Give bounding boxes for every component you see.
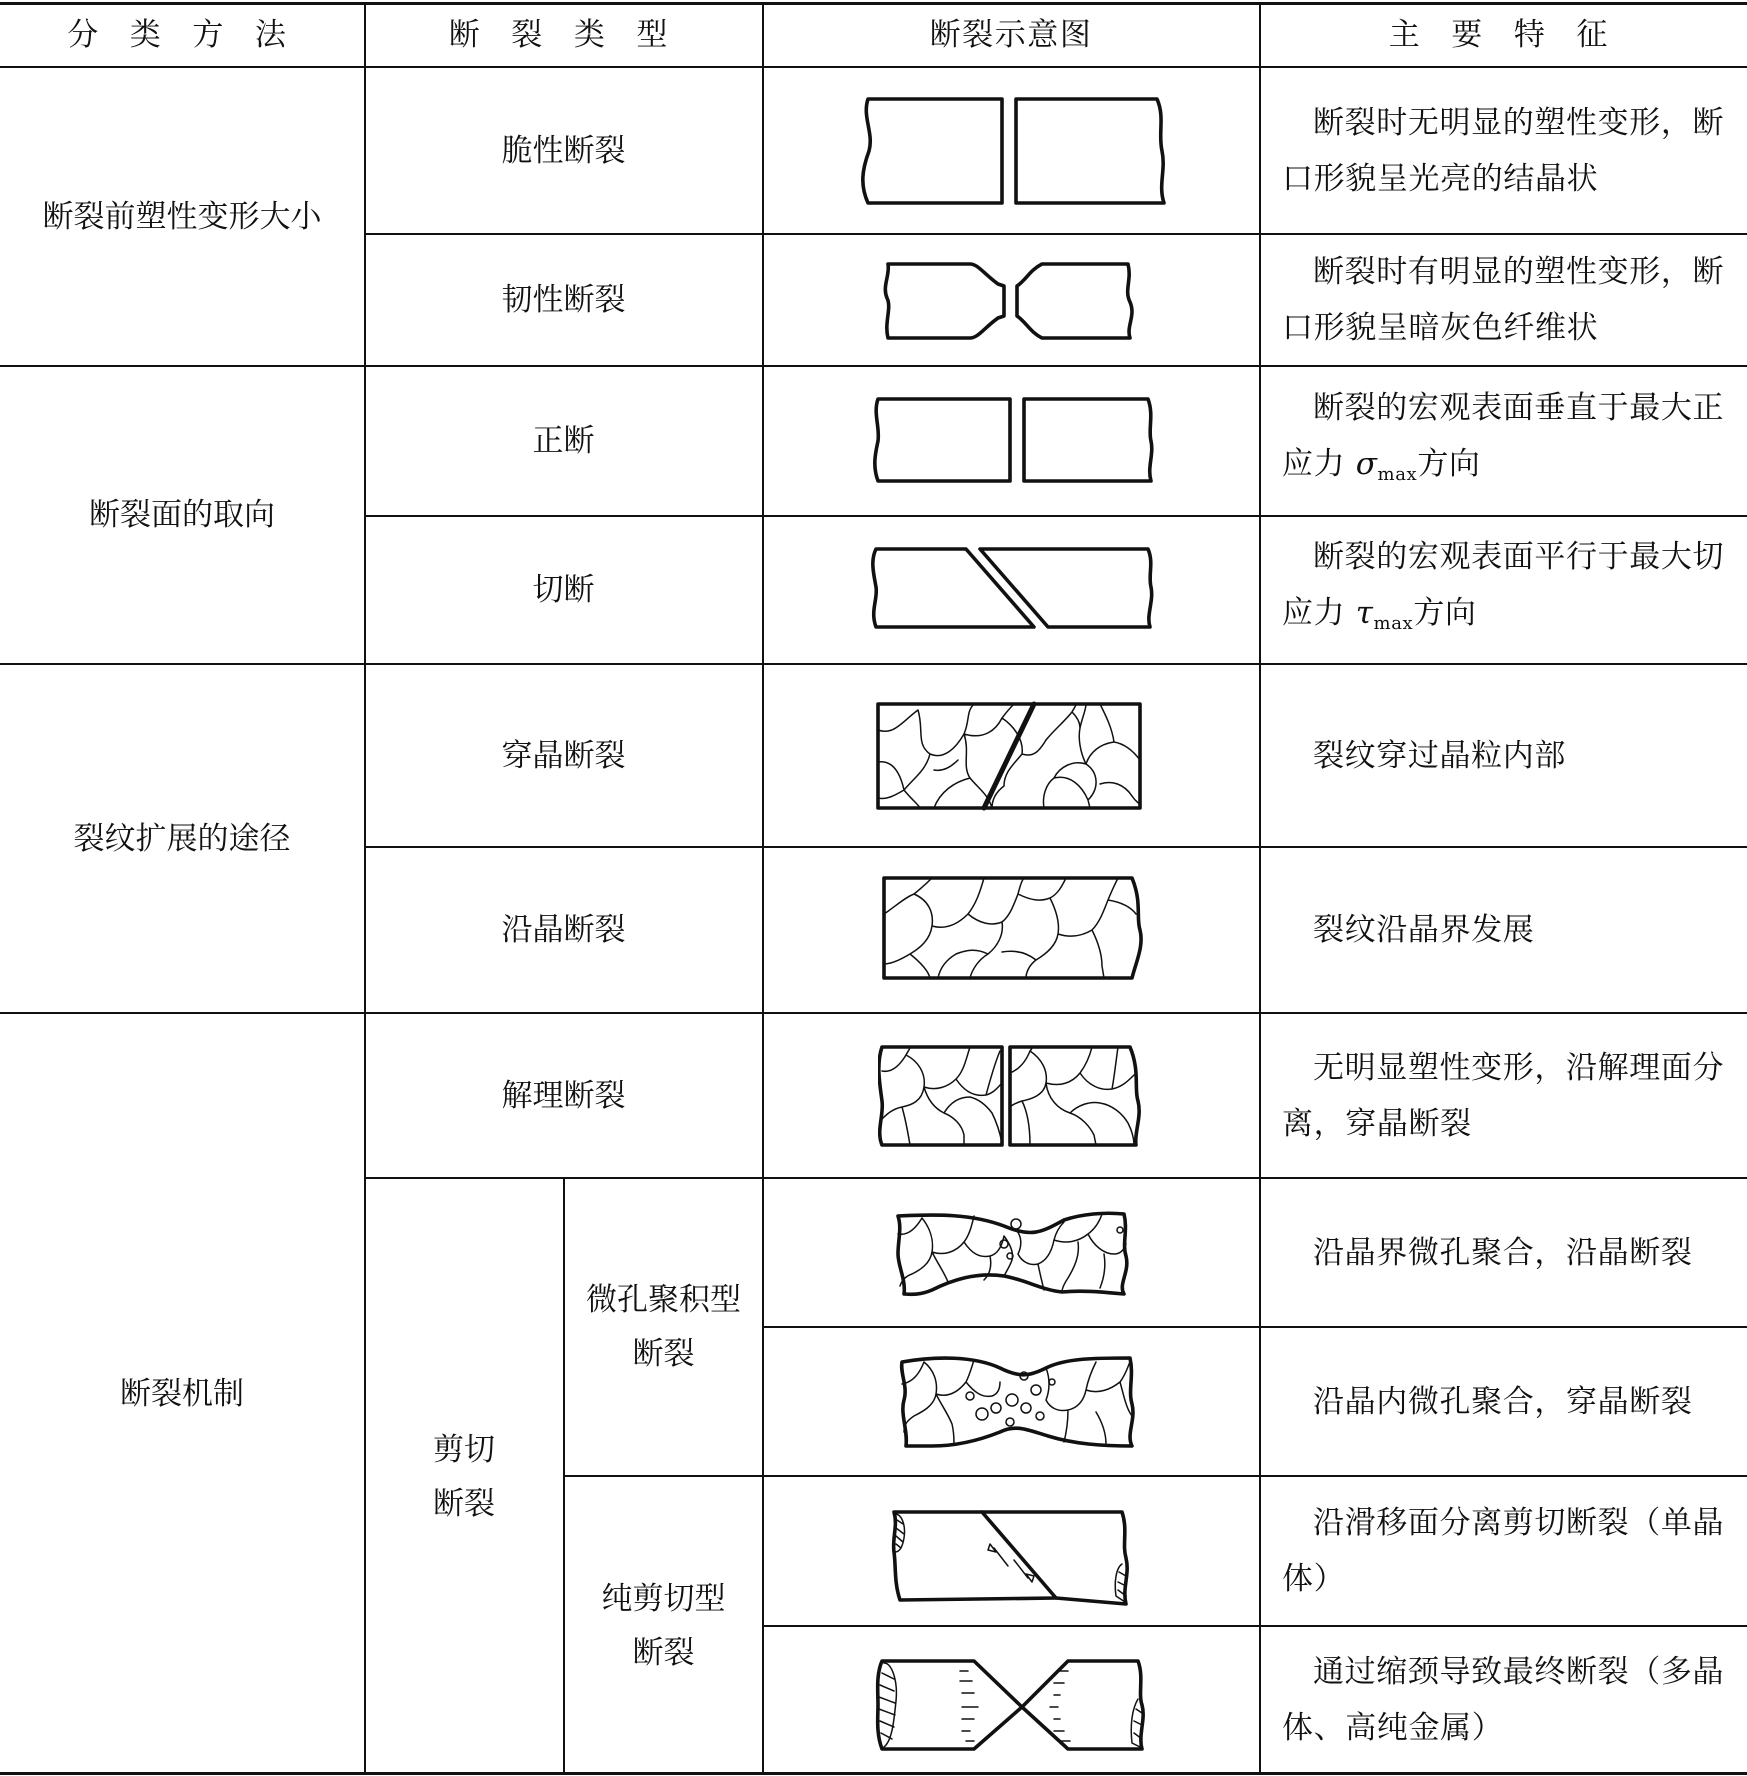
type-intergranular: 沿晶断裂 — [501, 912, 626, 948]
feature-brittle-text: 断裂时无明显的塑性变形，断口形貌呈光亮的结晶状 — [1282, 104, 1725, 197]
type-ductile: 韧性断裂 — [501, 282, 626, 318]
microvoid-transgranular-diagram — [896, 1352, 1140, 1452]
intergranular-fracture-diagram — [880, 874, 1144, 982]
cleavage-fracture-diagram — [878, 1043, 1144, 1149]
type-shear-fracture — [365, 1179, 563, 1774]
type-shear: 切断 — [532, 572, 595, 608]
group-fracture-orientation: 断裂面的取向 — [89, 497, 275, 533]
type-normal: 正断 — [532, 423, 595, 459]
feature-ductile — [1260, 235, 1747, 365]
feature-slip-text: 沿滑移面分离剪切断裂（单晶体） — [1282, 1505, 1725, 1597]
feature-shear-text — [1282, 529, 1737, 652]
sigma-subscript: max — [1377, 463, 1418, 485]
feature-intergranular-text: 裂纹沿晶界发展 — [1313, 912, 1535, 948]
feature-necking — [1260, 1627, 1747, 1772]
header-method: 分 类 方 法 — [67, 17, 297, 53]
microvoid-line2: 断裂 — [632, 1336, 695, 1372]
header-feature: 主 要 特 征 — [1388, 17, 1619, 53]
feature-cleavage-text: 无明显塑性变形，沿解理面分离，穿晶断裂 — [1282, 1049, 1725, 1142]
tau-symbol: τ — [1355, 594, 1374, 631]
type-brittle: 脆性断裂 — [501, 132, 626, 169]
group-fracture-mechanism: 断裂机制 — [120, 1376, 244, 1412]
feature-microvoid-trans-text: 沿晶内微孔聚合，穿晶断裂 — [1313, 1383, 1693, 1420]
feature-necking-text: 通过缩颈导致最终断裂（多晶体、高纯金属） — [1282, 1653, 1725, 1746]
tau-subscript: max — [1373, 612, 1414, 634]
microvoid-line1: 微孔聚积型 — [586, 1282, 741, 1318]
rule-col — [762, 2, 764, 1774]
shear-fracture-line2: 断裂 — [433, 1485, 495, 1522]
necking-diagram — [874, 1655, 1146, 1755]
feature-microvoid-trans — [1260, 1328, 1747, 1475]
feature-ductile-text: 断裂时有明显的塑性变形，断口形貌呈暗灰色纤维状 — [1282, 254, 1725, 346]
type-cleavage: 解理断裂 — [501, 1077, 626, 1114]
header-type: 断 裂 类 型 — [448, 17, 679, 53]
type-pure-shear — [565, 1477, 762, 1774]
type-microvoid — [565, 1179, 762, 1475]
slip-shear-diagram — [886, 1502, 1134, 1610]
feature-normal-pre: 断裂的宏观表面垂直于最大正应力 — [1282, 389, 1725, 482]
feature-shear-post: 方向 — [1413, 594, 1477, 631]
feature-transgranular-text: 裂纹穿过晶粒内部 — [1313, 737, 1566, 774]
feature-intergranular — [1260, 848, 1747, 1012]
microvoid-intergranular-diagram — [892, 1210, 1136, 1300]
pure-shear-line1: 纯剪切型 — [601, 1580, 726, 1617]
feature-slip — [1260, 1477, 1747, 1625]
feature-normal-post: 方向 — [1417, 445, 1481, 482]
header-diagram: 断裂示意图 — [929, 17, 1093, 53]
shear-fracture-line1: 剪切 — [433, 1431, 495, 1468]
feature-brittle — [1260, 68, 1747, 233]
brittle-fracture-diagram — [860, 95, 1170, 207]
sigma-symbol: σ — [1355, 445, 1378, 482]
feature-microvoid-inter-text: 沿晶界微孔聚合，沿晶断裂 — [1313, 1234, 1693, 1271]
feature-normal — [1260, 367, 1747, 515]
group-plastic-deformation: 断裂前塑性变形大小 — [42, 198, 322, 235]
feature-shear — [1260, 517, 1747, 663]
feature-microvoid-inter — [1260, 1179, 1747, 1326]
feature-cleavage — [1260, 1014, 1747, 1177]
feature-transgranular — [1260, 665, 1747, 846]
shear-fracture-diagram — [870, 545, 1160, 631]
transgranular-fracture-diagram — [874, 700, 1144, 812]
normal-fracture-diagram — [870, 395, 1160, 485]
pure-shear-line2: 断裂 — [632, 1634, 695, 1671]
feature-normal-text — [1282, 380, 1737, 503]
ductile-fracture-diagram — [880, 258, 1140, 344]
type-transgranular: 穿晶断裂 — [501, 737, 626, 774]
group-crack-path: 裂纹扩展的途径 — [73, 820, 291, 857]
feature-shear-pre: 断裂的宏观表面平行于最大切应力 — [1282, 538, 1725, 631]
